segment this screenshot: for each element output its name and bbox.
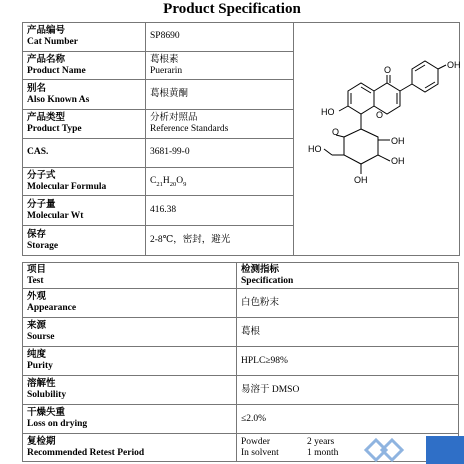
hydroxyl-label: HO — [308, 144, 322, 154]
spec-value: 3681-99-0 — [146, 138, 294, 167]
spec-label: 产品编号 Cat Number — [23, 23, 146, 52]
spec-value: 葛根素 Puerarin — [146, 51, 294, 80]
retest-period: Powder 2 years In solvent 1 month — [237, 434, 459, 462]
spec-value: 2-8℃，密封，避光 — [146, 226, 294, 256]
page-title: Product Specification — [163, 1, 301, 17]
spec-value: 分析对照品 Reference Standards — [146, 110, 294, 139]
spec-label: 别名 Also Known As — [23, 80, 146, 110]
spec-value: 葛根黄酮 — [146, 80, 294, 110]
test-row — [23, 376, 459, 405]
test-label: 溶解性 Solubility — [23, 376, 237, 405]
hydroxyl-label: OH — [354, 175, 368, 185]
test-label: 来源 Sourse — [23, 318, 237, 347]
test-row — [23, 347, 459, 376]
spec-label: CAS. — [23, 138, 146, 167]
test-value: 葛根 — [237, 318, 459, 347]
test-value: ≤2.0% — [237, 405, 459, 434]
spec-label: 保存 Storage — [23, 226, 146, 256]
watermark-block — [426, 436, 464, 464]
spec-label: 产品名称 Product Name — [23, 51, 146, 80]
hydroxyl-label: OH — [447, 60, 461, 70]
test-value: 易溶于 DMSO — [237, 376, 459, 405]
test-header-label: 项目 Test — [23, 263, 237, 289]
test-value: HPLC≥98% — [237, 347, 459, 376]
keto-oxygen-label: O — [384, 65, 392, 75]
test-label: 复检期 Recommended Retest Period — [23, 434, 237, 462]
test-header-row — [23, 263, 459, 289]
test-row — [23, 289, 459, 318]
test-label: 干燥失重 Loss on drying — [23, 405, 237, 434]
spec-label: 分子量 Molecular Wt — [23, 196, 146, 226]
test-table — [22, 262, 459, 462]
spec-label: 分子式 Molecular Formula — [23, 167, 146, 196]
hydroxyl-label: OH — [391, 136, 405, 146]
ring-oxygen-label: O — [376, 110, 384, 120]
hydroxyl-label: OH — [391, 156, 405, 166]
test-label: 外观 Appearance — [23, 289, 237, 318]
sugar-oxygen-label: O — [332, 127, 340, 137]
structure-cell — [294, 23, 460, 256]
test-row — [23, 318, 459, 347]
spec-value: 416.38 — [146, 196, 294, 226]
watermark-logo — [362, 436, 420, 464]
spec-value: SP8690 — [146, 23, 294, 52]
molecular-formula: $C_{21}H_{20}O_9$ — [146, 167, 294, 196]
spec-row — [23, 23, 460, 52]
chemical-structure — [294, 23, 459, 255]
spec-table — [22, 22, 460, 256]
test-value: 白色粉末 — [237, 289, 459, 318]
spec-label: 产品类型 Product Type — [23, 110, 146, 139]
test-row — [23, 405, 459, 434]
hydroxyl-label: HO — [321, 107, 335, 117]
test-label: 纯度 Purity — [23, 347, 237, 376]
spec-header-label: 检测指标 Specification — [237, 263, 459, 289]
